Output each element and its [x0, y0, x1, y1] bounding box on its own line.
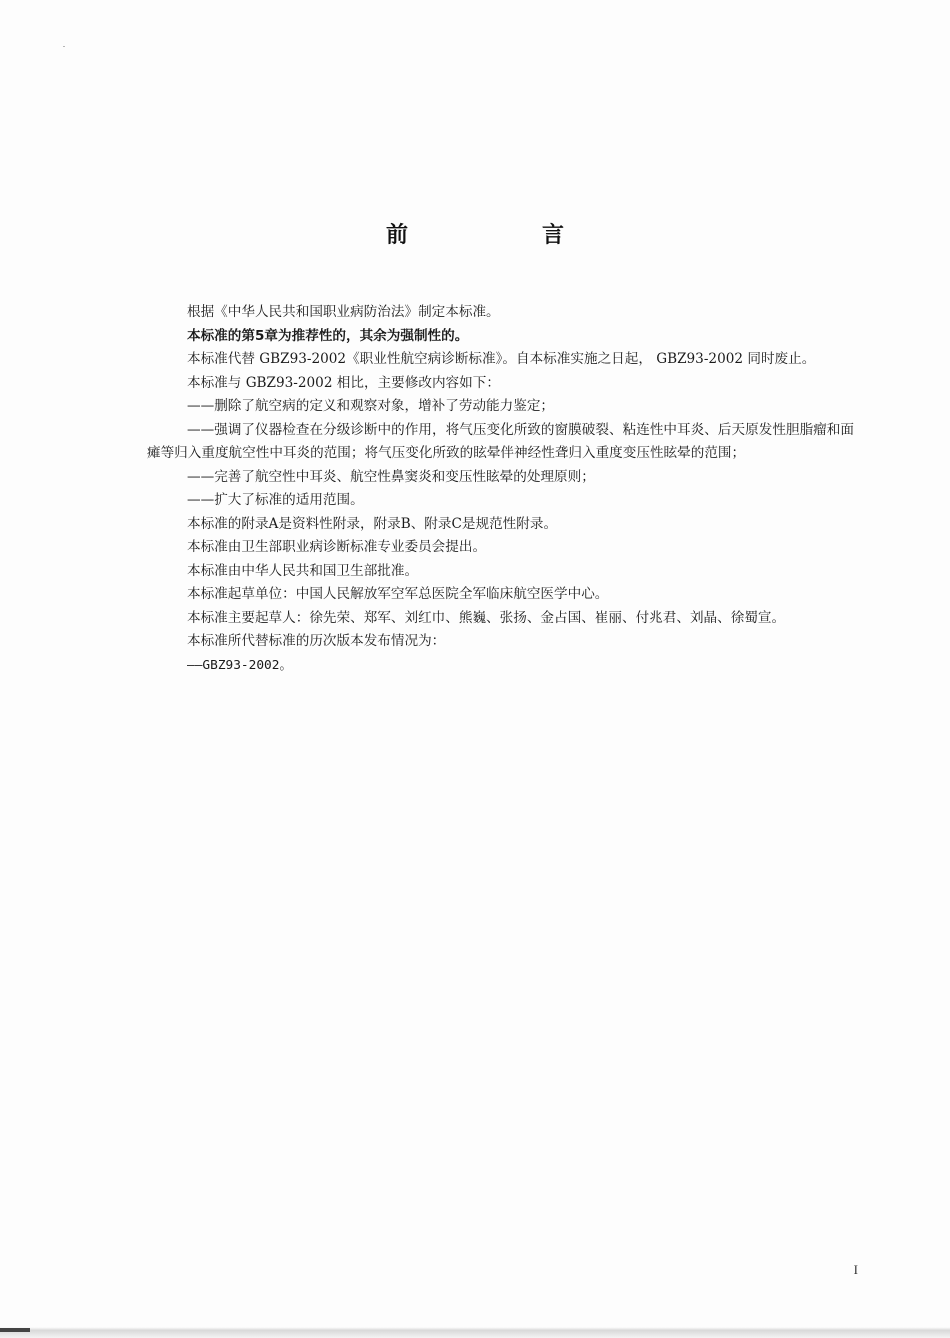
history-item-1: ——GBZ93-2002。 — [187, 657, 293, 673]
paragraph-replaces: 本标准代替 GBZ93-2002《职业性航空病诊断标准》。自本标准实施之日起， GBZ93-2002 同时废止。 — [187, 351, 816, 367]
paragraph-drafting-unit: 本标准起草单位：中国人民解放军空军总医院全军临床航空医学中心。 — [187, 586, 609, 602]
change-item-2: ——强调了仪器检查在分级诊断中的作用，将气压变化所致的窗膜破裂、粘连性中耳炎、后天原发性胆脂瘤和面瘫等归入重度航空性中耳炎的范围；将气压变化所致的眩晕伴神经性聋归入重度变压性眩晕的范围； — [147, 421, 854, 461]
document-body — [147, 301, 854, 677]
scan-bottom-edge — [0, 1327, 950, 1338]
change-item-4: ——扩大了标准的适用范围。 — [187, 492, 364, 508]
paragraph-recommended: 本标准的第5章为推荐性的，其余为强制性的。 — [187, 327, 469, 344]
scan-edge-mark — [0, 1328, 30, 1332]
paragraph-history-intro: 本标准所代替标准的历次版本发布情况为： — [187, 633, 446, 649]
paragraph-approved-by: 本标准由中华人民共和国卫生部批准。 — [187, 562, 419, 579]
paragraph-changes-intro: 本标准与 GBZ93-2002 相比，主要修改内容如下： — [187, 374, 500, 391]
page-number: I — [853, 1262, 858, 1277]
scan-speck — [63, 46, 65, 47]
change-item-1: ——删除了航空病的定义和观察对象，增补了劳动能力鉴定； — [187, 398, 555, 414]
paragraph-appendices: 本标准的附录A是资料性附录，附录B、附录C是规范性附录。 — [187, 515, 558, 532]
page-title: 前 言 — [385, 223, 620, 248]
change-item-3: ——完善了航空性中耳炎、航空性鼻窦炎和变压性眩晕的处理原则； — [187, 468, 595, 485]
paragraph-law-basis: 根据《中华人民共和国职业病防治法》制定本标准。 — [187, 304, 500, 320]
paragraph-proposed-by: 本标准由卫生部职业病诊断标准专业委员会提出。 — [187, 539, 487, 555]
paragraph-drafters: 本标准主要起草人：徐先荣、郑军、刘红巾、熊巍、张扬、金占国、崔丽、付兆君、刘晶、徐蜀宣。 — [187, 609, 786, 626]
